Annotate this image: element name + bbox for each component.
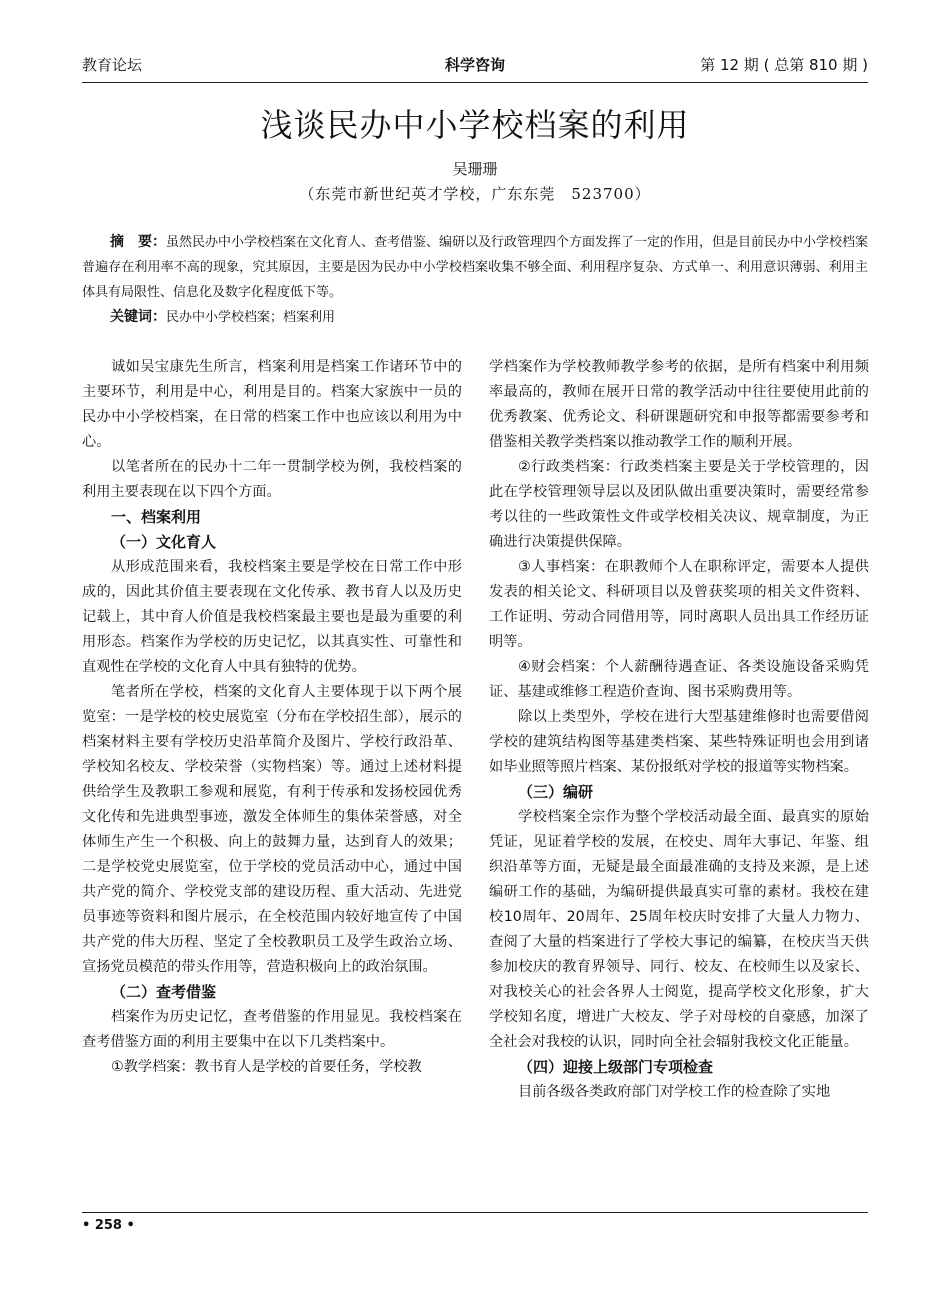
keywords-label: 关键词： (110, 309, 166, 325)
subsection-heading: （一）文化育人 (111, 533, 217, 551)
journal-name: 科学咨询 (444, 56, 505, 74)
journal-section: 教育论坛 (82, 56, 143, 74)
body-paragraph: 学校档案全宗作为整个学校活动最全面、最真实的原始凭证，见证着学校的发展，在校史、周年大事记、年鉴、组织沿革等方面，无疑是最全面最准确的支持及来源，是上述编研工作的基础，为编研提供最真实可靠的素材。我校在建校10周年、20周年、25周年校庆时安排了大量人力物力、查阅了大量的档案进行了学校大事记的编纂，在校庆当天供参加校庆的教育界领导、同行、校友、在校师生以及家长、对我校关心的社会各界人士阅览，提高学校文化形象，扩大学校知名度，增进广大校友、学子对母校的自豪感，加深了全社会对我校的认识，同时向全社会辐射我校文化正能量。 (489, 809, 869, 1050)
body-paragraph: 目前各级各类政府部门对学校工作的检查除了实地 (518, 1084, 831, 1100)
subsection-heading: （二）查考借鉴 (111, 983, 217, 1001)
body-paragraph: 除以上类型外，学校在进行大型基建维修时也需要借阅学校的建筑结构图等基建类档案、某些特殊证明也会用到诸如毕业照等照片档案、某份报纸对学校的报道等实物档案。 (489, 709, 869, 775)
issue-info: 第 12 期 ( 总第 810 期 ) (700, 56, 868, 74)
footer-rule (82, 1212, 868, 1213)
right-column (489, 355, 869, 1105)
abstract-paragraph (82, 230, 868, 305)
section-heading: 一、档案利用 (111, 508, 202, 526)
keywords-text: 民办中小学校档案；档案利用 (166, 310, 336, 325)
body-paragraph: ②行政类档案：行政类档案主要是关于学校管理的，因此在学校管理领导层以及团队做出重要决策时，需要经常参考以往的一些政策性文件或学校相关决议、规章制度，为正确进行决策提供保障。 (489, 459, 869, 550)
body-paragraph: 从形成范围来看，我校档案主要是学校在日常工作中形成的，因此其价值主要表现在文化传承、教书育人以及历史记载上，其中育人价值是我校档案最主要也是最为重要的利用形态。档案作为学校的历史记忆，以其真实性、可靠性和直观性在学校的文化育人中具有独特的优势。 (82, 559, 462, 675)
keywords-paragraph (82, 305, 868, 330)
running-header (82, 54, 868, 78)
body-paragraph: ④财会档案：个人薪酬待遇查证、各类设施设备采购凭证、基建或维修工程造价查询、图书采购费用等。 (489, 659, 869, 700)
body-paragraph: ③人事档案：在职教师个人在职称评定，需要本人提供发表的相关论文、科研项目以及曾获奖项的相关文件资料、工作证明、劳动合同借用等，同时离职人员出具工作经历证明等。 (489, 559, 869, 650)
subsection-heading: （三）编研 (518, 783, 594, 801)
body-paragraph-continued: 学档案作为学校教师教学参考的依据，是所有档案中利用频率最高的，教师在展开日常的教学活动中往往要使用此前的优秀教案、优秀论文、科研课题研究和申报等都需要参考和借鉴相关教学类档案以推动教学工作的顺利开展。 (489, 359, 869, 450)
left-column (82, 355, 462, 1080)
abstract-label: 摘 要： (110, 234, 166, 250)
page-number: • 258 • (82, 1218, 135, 1233)
header-rule (82, 82, 868, 83)
body-paragraph: 诚如吴宝康先生所言，档案利用是档案工作诸环节中的主要环节，利用是中心，利用是目的。档案大家族中一员的民办中小学校档案，在日常的档案工作中也应该以利用为中心。 (82, 359, 462, 450)
author-affiliation: （东莞市新世纪英才学校，广东东莞 523700） (299, 185, 651, 203)
body-paragraph: 以笔者所在的民办十二年一贯制学校为例，我校档案的利用主要表现在以下四个方面。 (82, 459, 462, 500)
author-name: 吴珊珊 (452, 160, 498, 178)
abstract-text: 虽然民办中小学校档案在文化育人、查考借鉴、编研以及行政管理四个方面发挥了一定的作用，但是目前民办中小学校档案普遍存在利用率不高的现象，究其原因，主要是因为民办中小学校档案收集不够全面、利用程序复杂、方式单一、利用意识薄弱、利用主体具有局限性、信息化及数字化程度低下等。 (82, 235, 869, 300)
body-paragraph: 笔者所在学校，档案的文化育人主要体现于以下两个展览室：一是学校的校史展览室（分布在学校招生部），展示的档案材料主要有学校历史沿革简介及图片、学校行政沿革、学校知名校友、学校荣誉（实物档案）等。通过上述材料提供给学生及教职工参观和展览，有利于传承和发扬校园优秀文化传和先进典型事迹，激发全体师生的集体荣誉感，对全体师生产生一个积极、向上的鼓舞力量，达到育人的效果；二是学校党史展览室，位于学校的党员活动中心，通过中国共产党的简介、学校党支部的建设历程、重大活动、先进党员事迹等资料和图片展示，在全校范围内较好地宣传了中国共产党的伟大历程、坚定了全校教职员工及学生政治立场、宣扬党员模范的带头作用等，营造积极向上的政治氛围。 (82, 684, 462, 975)
article-title: 浅谈民办中小学校档案的利用 (260, 106, 690, 144)
body-paragraph: ①教学档案：教书育人是学校的首要任务，学校教 (111, 1059, 422, 1075)
body-paragraph: 档案作为历史记忆，查考借鉴的作用显见。我校档案在查考借鉴方面的利用主要集中在以下几类档案中。 (82, 1009, 462, 1050)
subsection-heading: （四）迎接上级部门专项检查 (518, 1058, 714, 1076)
abstract-block (82, 230, 868, 330)
